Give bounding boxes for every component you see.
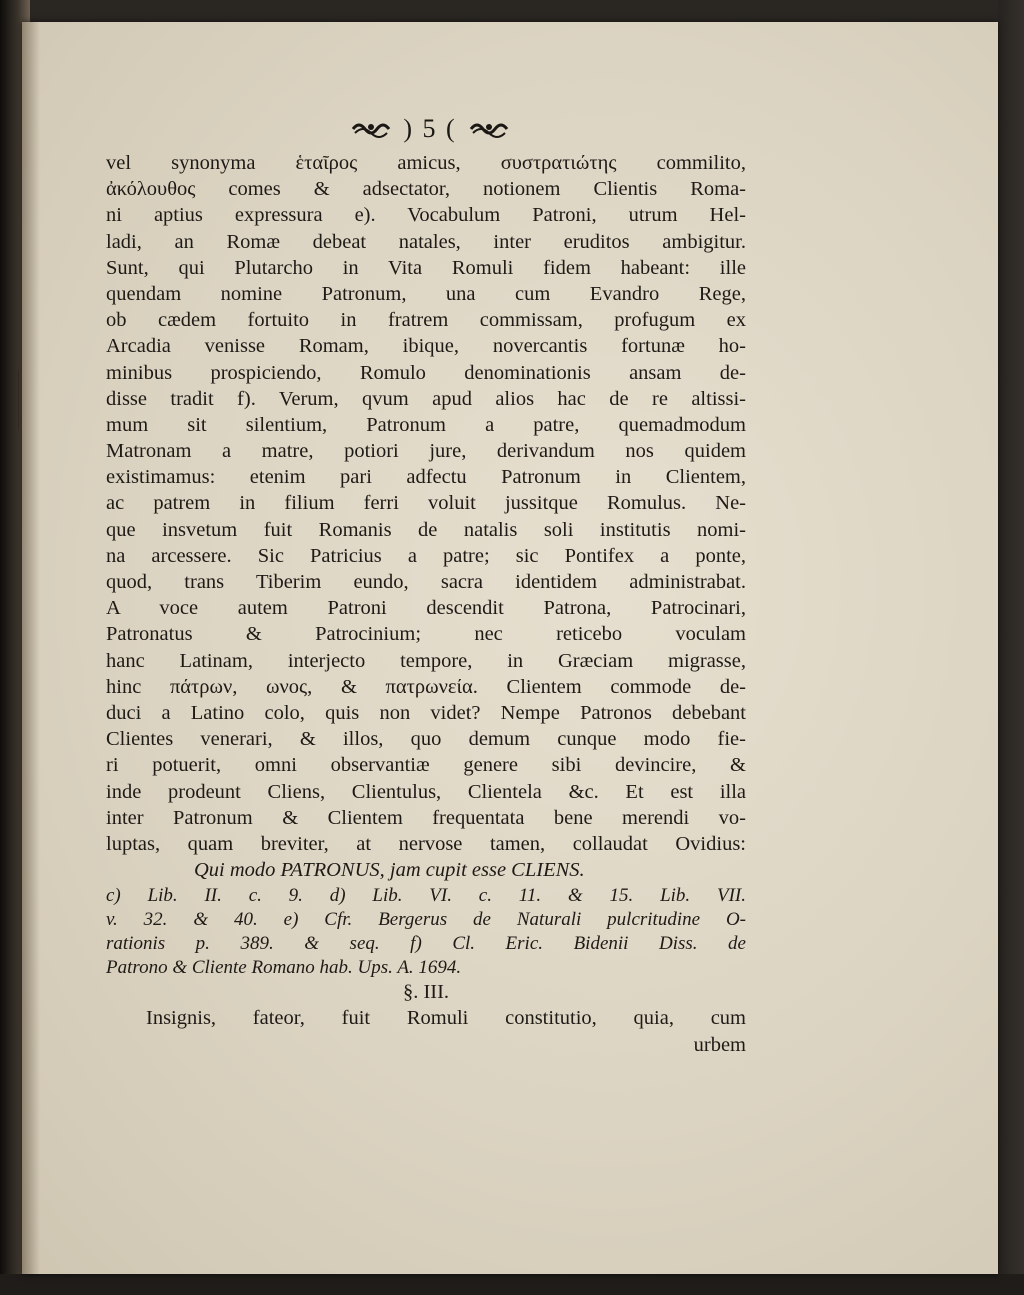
text-line: ac patrem in filium ferri voluit jussitque Romulus. Ne-: [106, 492, 746, 515]
text-line: ἀκόλουθος comes & adsectator, notionem Clientis Roma-: [106, 178, 746, 201]
text-line: duci a Latino colo, quis non videt? Nempe Patronos debebant: [106, 701, 746, 724]
text-line: Clientes venerari, & illos, quo demum cunque modo fie-: [106, 728, 746, 751]
footnote-line: rationis p. 389. & seq. f) Cl. Eric. Bidenii Diss. de: [106, 933, 746, 955]
body-paragraph: [106, 150, 746, 857]
text-line: A voce autem Patroni descendit Patrona, Patrocinari,: [106, 597, 746, 620]
ovid-quote: Qui modo PATRONUS, jam cupit esse CLIENS.: [194, 859, 585, 882]
text-line: ob cædem fortuito in fratrem commissam, profugum ex: [106, 309, 746, 332]
text-line: Patronatus & Patrocinium; nec reticebo voculam: [106, 623, 746, 646]
page-text: [106, 150, 746, 1058]
page-bottom-edge: [0, 1274, 1024, 1295]
page-fold-shading: [22, 22, 40, 1274]
left-ornament-icon: [351, 119, 391, 139]
text-line: Matronam a matre, potiori jure, derivandum nos quidem: [106, 440, 746, 463]
page-right-edge: [998, 0, 1024, 1295]
footnote-line: v. 32. & 40. e) Cfr. Bergerus de Naturali pulcritudine O-: [106, 909, 746, 931]
text-line: ni aptius expressura e). Vocabulum Patroni, utrum Hel-: [106, 204, 746, 227]
text-line: minibus prospiciendo, Romulo denominationis ansam de-: [106, 361, 746, 384]
text-line: hanc Latinam, interjecto tempore, in Græciam migrasse,: [106, 649, 746, 672]
footnote-line: c) Lib. II. c. 9. d) Lib. VI. c. 11. & 15. Lib. VII.: [106, 885, 746, 907]
text-line: quod, trans Tiberim eundo, sacra identidem administrabat.: [106, 571, 746, 593]
text-line: inde prodeunt Cliens, Clientulus, Clientela &c. Et est illa: [106, 780, 746, 803]
text-line: quendam nomine Patronum, una cum Evandro Rege,: [106, 282, 746, 305]
text-line: inter Patronum & Clientem frequentata bene merendi vo-: [106, 806, 746, 829]
text-line: Arcadia venisse Romam, ibique, novercantis fortunæ ho-: [106, 335, 746, 358]
text-line: que insvetum fuit Romanis de natalis soli institutis nomi-: [106, 518, 746, 541]
text-line: disse tradit f). Verum, qvum apud alios hac de re altissi-: [106, 387, 746, 410]
margin-mark: [18, 370, 33, 430]
text-line: Sunt, qui Plutarcho in Vita Romuli fidem habeant: ille: [106, 256, 746, 279]
text-line: vel synonyma ἑταῖρος amicus, συστρατιώτης commilito,: [106, 152, 746, 174]
text-line: hinc πάτρων, ωνος, & πατρωνεία. Clientem commode de-: [106, 675, 746, 698]
catchword: urbem: [693, 1033, 746, 1056]
text-line: ladi, an Romæ debeat natales, inter eruditos ambigitur.: [106, 230, 746, 253]
text-line: mum sit silentium, Patronum a patre, quemadmodum: [106, 413, 746, 436]
text-line: existimamus: etenim pari adfectu Patronum in Clientem,: [106, 466, 746, 489]
footnote-line: Patrono & Cliente Romano hab. Ups. A. 1694.: [106, 957, 462, 979]
text-line: Insignis, fateor, fuit Romuli constitutio, quia, cum: [146, 1007, 746, 1030]
section-heading: §. III.: [402, 981, 450, 1004]
text-line: luptas, quam breviter, at nervose tamen, collaudat Ovidius:: [106, 832, 746, 855]
page-number: ) 5 (: [403, 114, 457, 143]
right-ornament-icon: [469, 119, 509, 139]
text-line: na arcessere. Sic Patricius a patre; sic Pontifex a ponte,: [106, 544, 746, 567]
footnotes: [106, 883, 746, 979]
text-line: ri potuerit, omni observantiæ genere sibi devincire, &: [106, 754, 746, 777]
running-header: [300, 112, 560, 146]
